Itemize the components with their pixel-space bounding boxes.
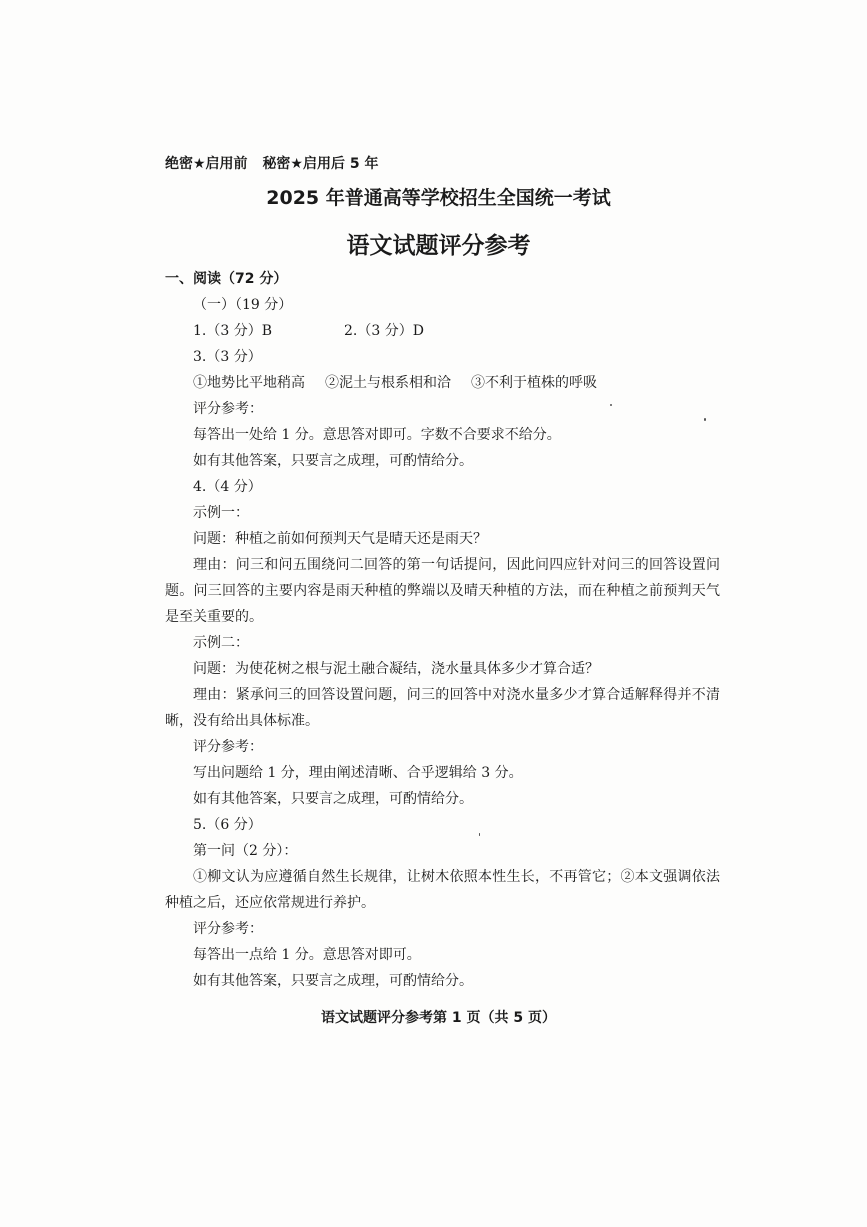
q5-ref-label: 评分参考： [193,921,263,937]
q5-ref-1: 每答出一点给 1 分。意思答对即可。 [193,947,421,963]
q5-subquestion-1: 第一问（2 分）： [193,843,298,859]
question-4-label: 4.（4 分） [193,479,262,495]
q4-ref-1: 写出问题给 1 分，理由阐述清晰、合乎逻辑给 3 分。 [193,765,523,781]
question-1-answer: 1.（3 分）B [193,323,273,339]
question-3-answers [165,370,720,396]
secrecy-after-use: 秘密★启用后 5 年 [262,156,379,172]
question-3-label: 3.（3 分） [193,349,262,365]
q4-ref-2: 如有其他答案，只要言之成理，可酌情给分。 [193,791,473,807]
q4-example-2-reason: 理由：紧承问三的回答设置问题，问三的回答中对浇水量多少才算合适解释得并不清晰，没有给出具体标准。 [165,687,720,729]
q5-ref-2: 如有其他答案，只要言之成理，可酌情给分。 [193,973,473,989]
questions-1-2 [165,318,720,344]
q4-example-1-reason: 理由：问三和问五围绕问二回答的第一句话提问，因此问四应针对问三的回答设置问题。问三回答的主要内容是雨天种植的弊端以及晴天种植的方法，而在种植之前预判天气是至关重要的。 [165,557,720,625]
q3-answer-3: ③不利于植株的呼吸 [471,375,597,391]
scan-speck [610,404,612,406]
q4-example-1-label: 示例一： [193,505,249,521]
q4-example-2-question: 问题：为使花树之根与泥土融合凝结，浇水量具体多少才算合适？ [193,661,599,677]
q3-answer-2: ②泥土与根系相和洽 [325,375,451,391]
answer-body [165,266,720,994]
scan-speck [704,418,706,421]
part-heading: （一）（19 分） [193,297,293,313]
q3-answer-1: ①地势比平地稍高 [193,375,305,391]
section-heading: 一、阅读（72 分） [165,271,288,287]
q4-example-2-label: 示例二： [193,635,249,651]
q4-example-1-question: 问题：种植之前如何预判天气是晴天还是雨天？ [193,531,487,547]
scan-speck [479,833,480,836]
question-2-answer: 2.（3 分）D [344,323,424,339]
q5-subquestion-1-answer: ①柳文认为应遵循自然生长规律，让树木依照本性生长，不再管它；②本文强调依法种植之后，还应依常规进行养护。 [165,869,720,911]
q4-ref-label: 评分参考： [193,739,263,755]
q3-ref-2: 如有其他答案，只要言之成理，可酌情给分。 [193,453,473,469]
document-title: 语文试题评分参考 [346,233,531,259]
exam-title: 2025 年普通高等学校招生全国统一考试 [266,187,611,209]
secrecy-notice [165,153,388,173]
question-5-label: 5.（6 分） [193,817,262,833]
page-footer: 语文试题评分参考第 1 页（共 5 页） [321,1010,556,1026]
q3-ref-1: 每答出一处给 1 分。意思答对即可。字数不合要求不给分。 [193,427,561,443]
secrecy-before-use: 绝密★启用前 [165,156,248,172]
q3-ref-label: 评分参考： [193,401,263,417]
